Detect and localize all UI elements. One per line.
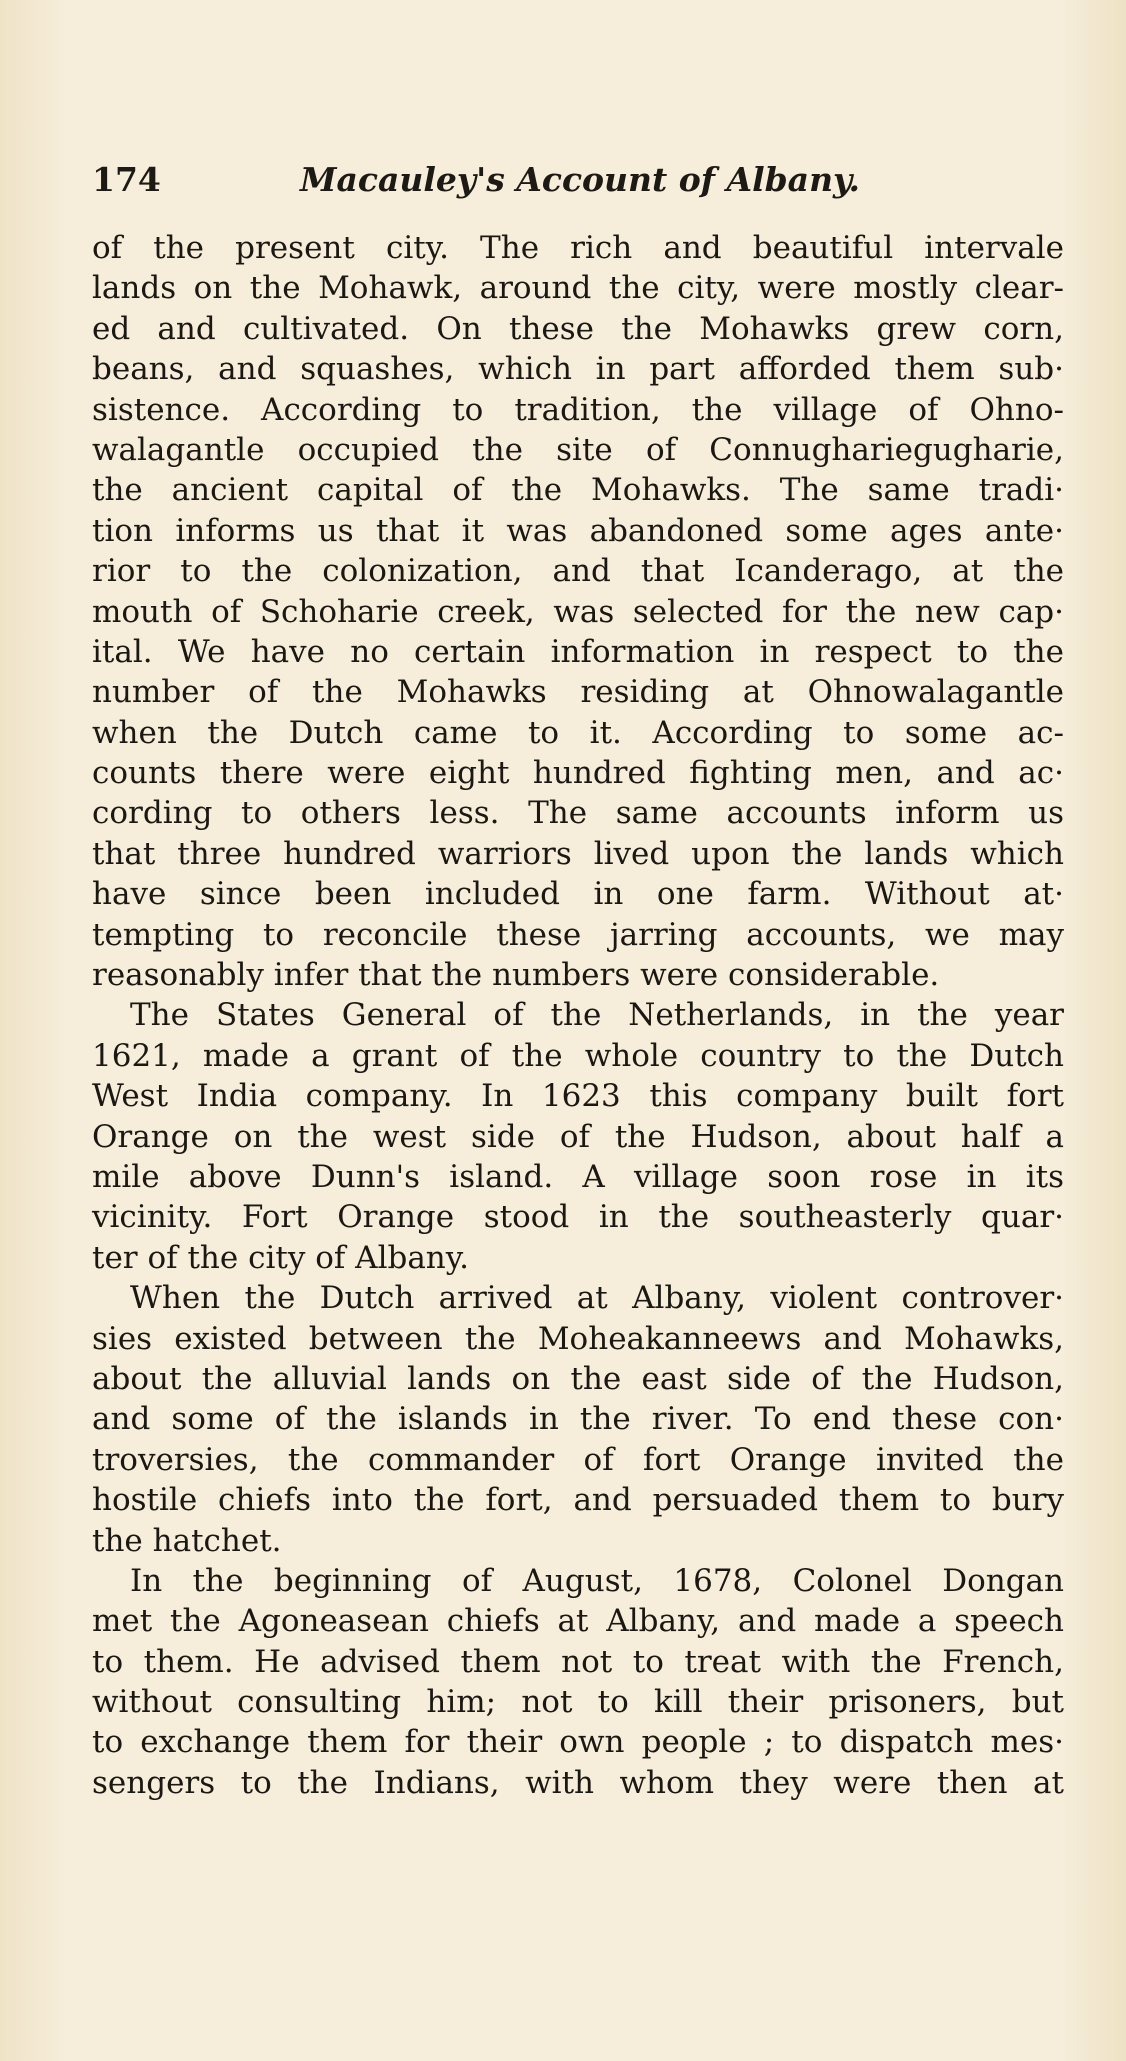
paragraph [92,228,1064,995]
text-line: Orange on the west side of the Hudson, about half a [92,1118,1064,1155]
text-line: about the alluvial lands on the east side of the Hudson, [92,1360,1064,1397]
text-line: of the present city. The rich and beautiful intervale [92,230,1064,266]
text-line: lands on the Mohawk, around the city, were mostly clear- [92,270,1064,307]
text-line: When the Dutch arrived at Albany, violent controver· [130,1280,1064,1317]
text-line: the ancient capital of the Mohawks. The same tradi· [92,472,1064,509]
text-line: without consulting him; not to kill their prisoners, but [92,1684,1064,1721]
text-line: West India company. In 1623 this company built fort [92,1078,1064,1115]
paragraph [92,1278,1064,1561]
text-line: troversies, the commander of fort Orange invited the [92,1441,1064,1478]
text-line: beans, and squashes, which in part afforded them sub· [92,351,1064,388]
text-line: The States General of the Netherlands, in the year [130,997,1064,1034]
text-line: to exchange them for their own people ; to dispatch mes· [92,1724,1064,1761]
text-line: cording to others less. The same accounts inform us [92,795,1064,832]
text-line: hostile chiefs into the fort, and persuaded them to bury [92,1482,1064,1519]
text-line: sengers to the Indians, with whom they were then at [92,1764,1064,1801]
text-line: mile above Dunn's island. A village soon rose in its [92,1158,1064,1195]
text-line: tempting to reconcile these jarring accounts, we may [92,916,1064,953]
text-line: met the Agoneasean chiefs at Albany, and made a speech [92,1603,1064,1640]
text-line: counts there were eight hundred fighting men, and ac· [92,755,1064,792]
text-line: sistence. According to tradition, the village of Ohno- [92,391,1064,428]
text-line: that three hundred warriors lived upon the lands which [92,835,1064,872]
text-line: ter of the city of Albany. [92,1239,470,1276]
text-line: the hatchet. [92,1522,282,1559]
text-line: 1621, made a grant of the whole country to the Dutch [92,1037,1064,1074]
text-line: mouth of Schoharie creek, was selected for the new cap· [92,593,1064,630]
body-text [92,228,1064,1803]
text-line: vicinity. Fort Orange stood in the southeasterly quar· [92,1199,1064,1236]
text-line: tion informs us that it was abandoned some ages ante· [92,512,1064,549]
text-line: rior to the colonization, and that Icanderago, at the [92,553,1064,590]
text-line: reasonably infer that the numbers were considerable. [92,957,940,994]
page-number: 174 [92,160,161,199]
paragraph [92,1561,1064,1803]
text-line: when the Dutch came to it. According to some ac- [92,714,1064,751]
paragraph [92,995,1064,1278]
text-line: to them. He advised them not to treat with the French, [92,1643,1064,1680]
text-line: walagantle occupied the site of Connughariegugharie, [92,431,1064,468]
text-line: ed and cultivated. On these the Mohawks grew corn, [92,310,1064,347]
running-title: Macauley's Account of Albany. [300,160,860,199]
text-line: number of the Mohawks residing at Ohnowalagantle [92,674,1064,711]
text-line: In the beginning of August, 1678, Colonel Dongan [130,1562,1064,1599]
text-line: ital. We have no certain information in respect to the [92,633,1064,670]
text-line: and some of the islands in the river. To end these con· [92,1401,1064,1438]
text-line: sies existed between the Moheakanneews and Mohawks, [92,1320,1064,1357]
text-line: have since been included in one farm. Without at· [92,876,1064,913]
page-header [92,160,1064,204]
